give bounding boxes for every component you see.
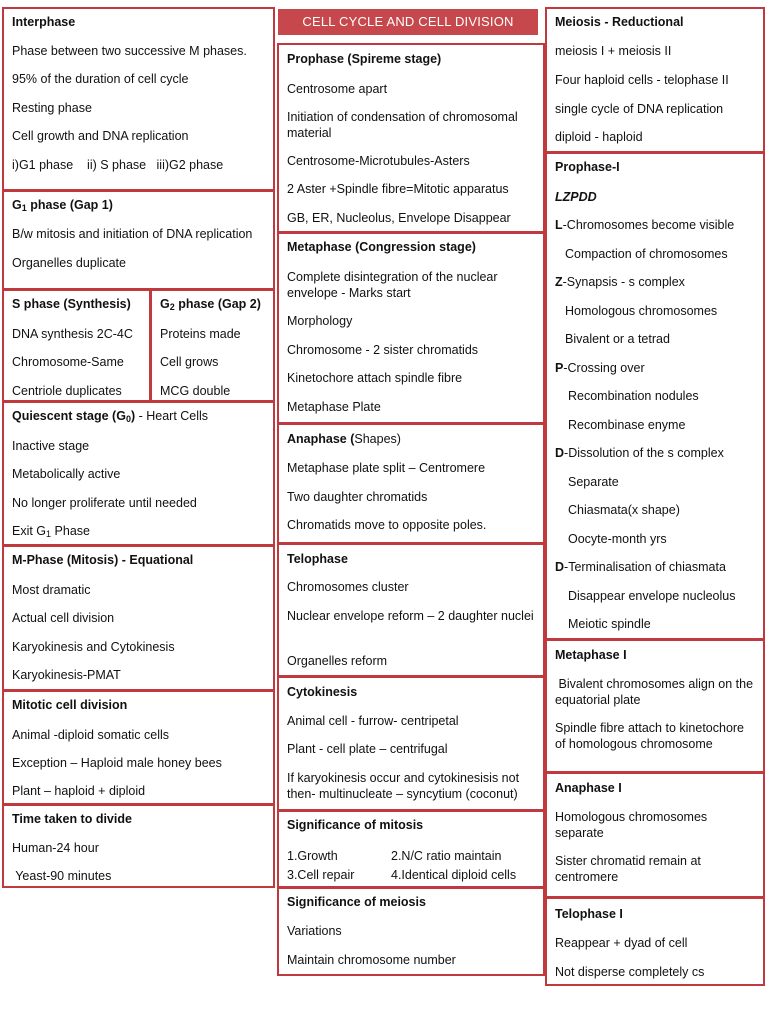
list-item: Centrosome apart	[287, 82, 388, 96]
anaphase-i-box	[545, 772, 765, 898]
meiosis-box	[545, 7, 765, 153]
list-item: Cell growth and DNA replication	[12, 129, 189, 143]
sig-mitosis-heading: Significance of mitosis	[287, 818, 424, 832]
telophase-box	[277, 543, 545, 677]
g2-phase-box	[150, 289, 275, 402]
interphase-heading: Interphase	[12, 15, 76, 29]
list-item: Kinetochore attach spindle fibre	[287, 371, 463, 385]
prophase-i-row: Recombination nodules	[568, 389, 699, 403]
list-item: Exit $G_1$ Phase	[12, 524, 90, 539]
prophase-i-row: Separate	[568, 474, 619, 489]
prophase-i-row: L-Chromosomes become visible	[555, 218, 735, 232]
list-item: Phase between two successive M phases.	[12, 44, 247, 58]
anaphase-box	[277, 423, 545, 544]
list-item: B/w mitosis and initiation of DNA replication	[12, 227, 253, 241]
list-item: Exception – Haploid male honey bees	[12, 756, 222, 770]
prophase-box	[277, 43, 545, 233]
s-phase-box	[2, 289, 151, 402]
list-item: Proteins made	[160, 327, 241, 341]
list-item: Yeast-90 minutes	[12, 869, 112, 883]
list-item: Complete disintegration of the nuclear envelope - Marks start	[287, 270, 498, 300]
prophase-i-row: Homologous chromosomes	[565, 303, 718, 318]
metaphase-i-box	[545, 639, 765, 773]
quiescent-box	[2, 401, 275, 546]
time-to-divide-box	[2, 804, 275, 888]
list-item: meiosis I + meiosis II	[555, 44, 672, 58]
sig-meiosis-heading: Significance of meiosis	[287, 895, 426, 909]
list-item: Metabolically active	[12, 467, 121, 481]
interphase-box	[2, 7, 275, 191]
list-item: 3.Cell repair	[287, 868, 355, 882]
list-item: Karyokinesis-PMAT	[12, 668, 121, 682]
list-item: Bivalent chromosomes align on the equatorial plate	[555, 677, 757, 707]
prophase-i-row: D-Terminalisation of chiasmata	[555, 560, 726, 574]
s-phase-heading: S phase (Synthesis)	[12, 297, 131, 311]
metaphase-i-heading: Metaphase I	[555, 648, 627, 662]
list-item: Chromosome - 2 sister chromatids	[287, 343, 479, 357]
list-item: Organelles duplicate	[12, 256, 126, 270]
list-item: Plant – haploid + diploid	[12, 784, 146, 798]
list-item: i)G1 phase ii) S phase iii)G2 phase	[12, 158, 224, 172]
list-item: Metaphase plate split – Centromere	[287, 461, 486, 475]
list-item: Most dramatic	[12, 583, 91, 597]
list-item: Not disperse completely cs	[555, 965, 705, 979]
list-item: diploid - haploid	[555, 130, 643, 144]
list-item: single cycle of DNA replication	[555, 102, 724, 116]
list-item: 4.Identical diploid cells	[391, 868, 517, 882]
page-title: CELL CYCLE AND CELL DIVISION	[278, 9, 538, 35]
list-item: Organelles reform	[287, 654, 388, 668]
prophase-heading: Prophase (Spireme stage)	[287, 52, 442, 66]
list-item: 2 Aster +Spindle fibre=Mitotic apparatus	[287, 182, 509, 196]
prophase-i-row: Z-Synapsis - s complex	[555, 275, 685, 289]
metaphase-box	[277, 232, 545, 424]
list-item: Actual cell division	[12, 611, 115, 625]
list-item: Spindle fibre attach to kinetochore of homologous chromosome	[555, 721, 745, 751]
prophase-i-row: Chiasmata(x shape)	[568, 503, 680, 517]
prophase-i-box	[545, 152, 765, 640]
prophase-i-row: Meiotic spindle	[568, 617, 651, 631]
anaphase-i-heading: Anaphase I	[555, 781, 622, 795]
prophase-i-row: Disappear envelope nucleolus	[568, 588, 736, 603]
list-item: Morphology	[287, 314, 353, 328]
quiescent-heading: Quiescent stage $(G_0)$ - Heart Cells	[12, 409, 209, 424]
list-item: Animal -diploid somatic cells	[12, 728, 170, 742]
g1-phase-box	[2, 190, 275, 290]
list-item: Nuclear envelope reform – 2 daughter nuclei	[287, 609, 534, 623]
list-item: Two daughter chromatids	[287, 490, 428, 504]
list-item: Animal cell - furrow- centripetal	[287, 714, 459, 728]
list-item: DNA synthesis 2C-4C	[12, 327, 133, 341]
list-item: Sister chromatid remain at centromere	[555, 854, 701, 884]
list-item: Reappear + dyad of cell	[555, 936, 688, 950]
telophase-heading: Telophase	[287, 552, 348, 566]
list-item: Initiation of condensation of chromosomal material	[287, 110, 518, 140]
list-item: 1.Growth	[287, 849, 338, 863]
list-item: Inactive stage	[12, 439, 90, 453]
list-item: 2.N/C ratio maintain	[391, 849, 502, 863]
m-phase-box	[2, 545, 275, 691]
significance-mitosis-box	[277, 810, 545, 888]
list-item: MCG double	[160, 384, 231, 398]
list-item: 95% of the duration of cell cycle	[12, 72, 189, 86]
list-item: Plant - cell plate – centrifugal	[287, 742, 448, 756]
g2-heading: $G_2$ phase (Gap 2)	[160, 297, 261, 312]
prophase-i-heading: Prophase-I	[555, 160, 620, 174]
list-item: Maintain chromosome number	[287, 953, 456, 967]
list-item: Chromatids move to opposite poles.	[287, 518, 487, 532]
list-item: Centrosome-Microtubules-Asters	[287, 154, 470, 168]
cytokinesis-heading: Cytokinesis	[287, 685, 358, 699]
list-item: GB, ER, Nucleolus, Envelope Disappear	[287, 211, 511, 225]
significance-meiosis-box	[277, 887, 545, 976]
prophase-i-row: D-Dissolution of the s complex	[555, 446, 724, 460]
list-item: Cell grows	[160, 355, 219, 369]
list-item: If karyokinesis occur and cytokinesisis not then- multinucleate – syncytium (coconut)	[287, 771, 520, 801]
prophase-i-row: Oocyte-month yrs	[568, 531, 667, 546]
list-item: Homologous chromosomes separate	[555, 810, 708, 840]
list-item: Human-24 hour	[12, 841, 99, 855]
mitotic-heading: Mitotic cell division	[12, 698, 128, 712]
list-item: Four haploid cells - telophase II	[555, 73, 729, 87]
list-item: Chromosome-Same	[12, 355, 124, 369]
metaphase-heading: Metaphase (Congression stage)	[287, 240, 476, 254]
prophase-i-row: Compaction of chromosomes	[565, 246, 728, 261]
list-item: Variations	[287, 924, 342, 938]
prophase-i-row: Bivalent or a tetrad	[565, 332, 670, 346]
list-item: Resting phase	[12, 101, 92, 115]
list-item: Metaphase Plate	[287, 400, 381, 414]
anaphase-heading: Anaphase (Shapes)	[287, 432, 401, 446]
list-item: Karyokinesis and Cytokinesis	[12, 640, 175, 654]
cytokinesis-box	[277, 676, 545, 811]
list-item: Centriole duplicates	[12, 384, 122, 398]
m-phase-heading: M-Phase (Mitosis) - Equational	[12, 553, 194, 567]
prophase-i-row: Recombinase enyme	[568, 417, 686, 432]
mnemonic-label: LZPDD	[555, 190, 597, 204]
g1-heading: $G_1$ phase (Gap 1)	[12, 198, 113, 213]
meiosis-heading: Meiosis - Reductional	[555, 15, 684, 29]
prophase-i-row: P-Crossing over	[555, 360, 645, 375]
mitotic-division-box	[2, 690, 275, 805]
time-heading: Time taken to divide	[12, 812, 132, 826]
list-item: Chromosomes cluster	[287, 580, 409, 594]
telophase-i-heading: Telophase I	[555, 907, 623, 921]
telophase-i-box	[545, 897, 765, 986]
list-item: No longer proliferate until needed	[12, 496, 197, 510]
